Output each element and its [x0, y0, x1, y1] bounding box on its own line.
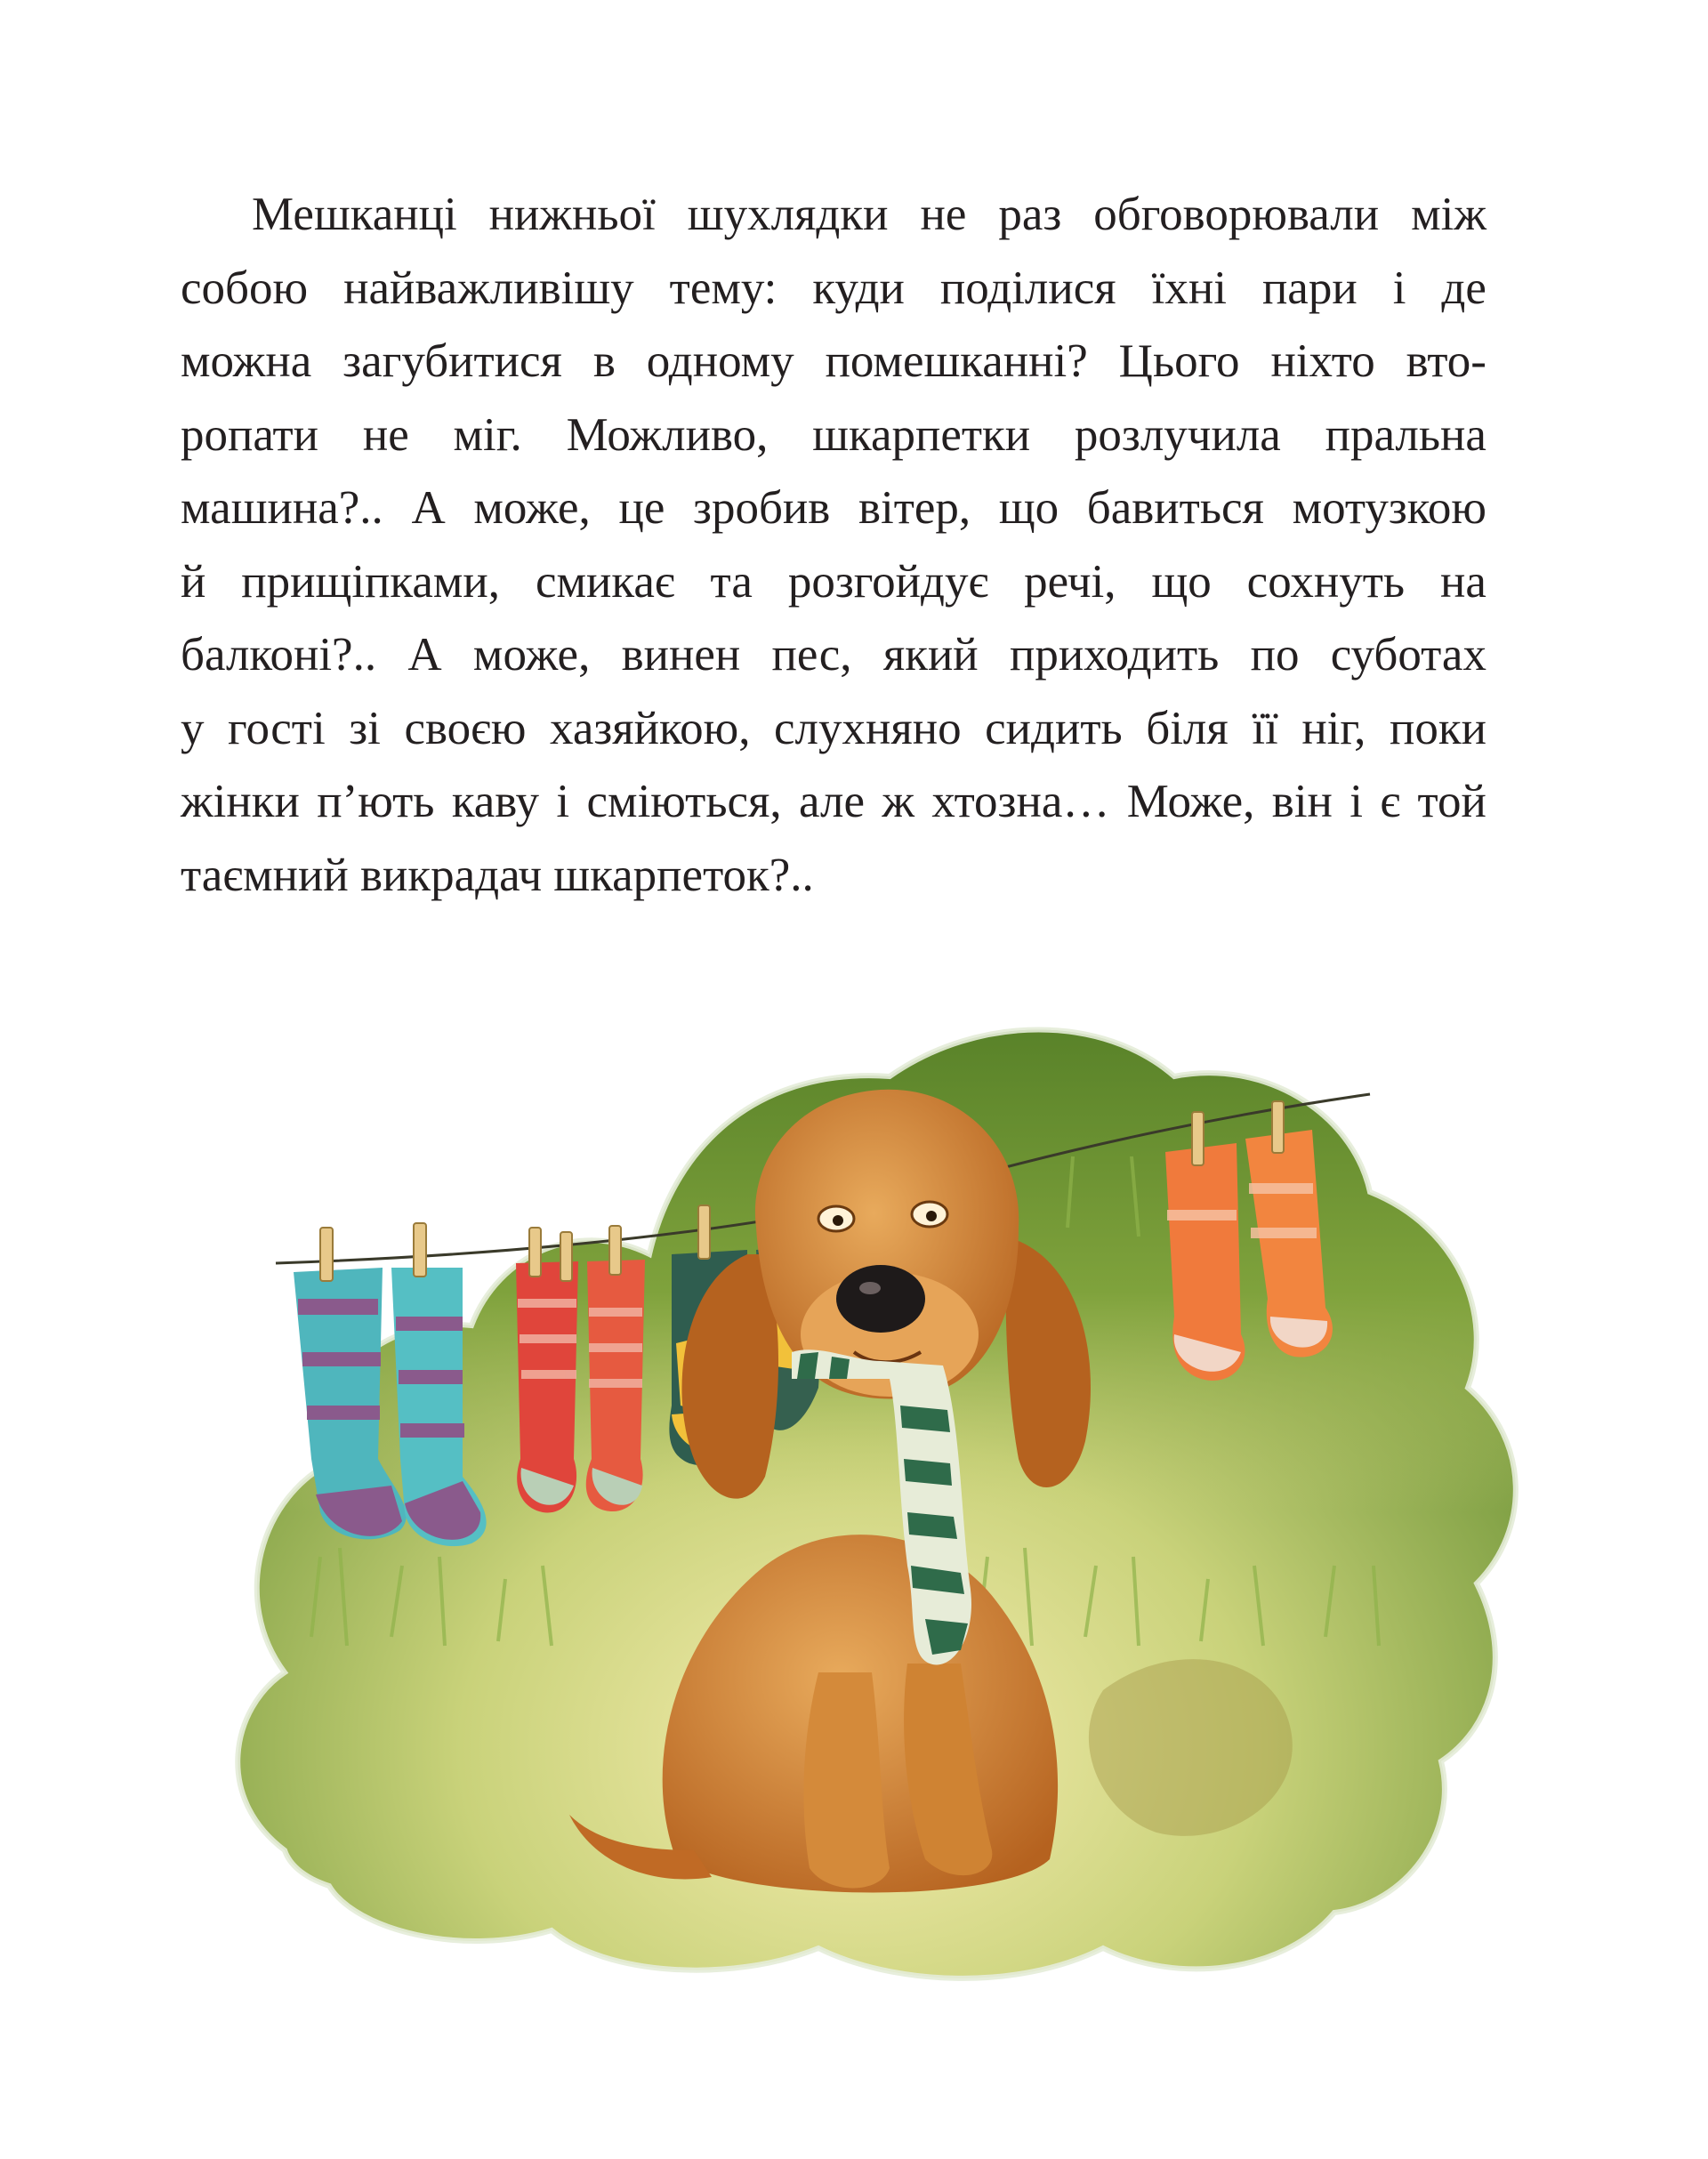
word: А: [411, 482, 446, 534]
word: і: [1349, 776, 1364, 827]
word: винен: [621, 629, 741, 681]
word: сміються,: [586, 776, 782, 827]
word: мотузкою: [1292, 482, 1486, 534]
word: можна: [181, 335, 312, 387]
word: між: [1411, 189, 1486, 240]
word: слухняно: [774, 702, 962, 754]
word: приходить: [1009, 629, 1220, 681]
word: поки: [1389, 702, 1486, 754]
word: шкарпетки: [812, 408, 1031, 461]
word: він: [1271, 776, 1333, 827]
word: що: [1151, 555, 1212, 608]
word: своєю: [404, 702, 527, 754]
word: що: [998, 482, 1059, 534]
word: жінки: [181, 776, 300, 827]
word: пес,: [771, 629, 852, 681]
word: де: [1441, 262, 1486, 314]
word: смикає: [535, 555, 675, 608]
word: на: [1440, 555, 1486, 608]
word: ніхто: [1270, 335, 1375, 387]
word: біля: [1146, 702, 1229, 754]
word: вто-: [1406, 335, 1486, 387]
text-line-2: [181, 252, 1486, 326]
word: каву: [451, 776, 540, 827]
word: зі: [349, 702, 381, 754]
dog-with-socks-on-clothesline-illustration: [178, 961, 1539, 2010]
word: найважливішу: [343, 262, 634, 314]
word: який: [882, 629, 979, 681]
word: гості: [228, 702, 326, 754]
word: розгойдує: [787, 555, 989, 608]
text-line-1: [181, 178, 1486, 252]
word: помешканні?: [825, 335, 1088, 387]
word: її: [1252, 702, 1278, 754]
word: нижньої: [488, 189, 656, 240]
word: ж: [882, 776, 915, 827]
text-line-6: [181, 545, 1486, 619]
word: поділися: [939, 262, 1116, 314]
word: шухлядки: [687, 189, 889, 240]
word: у: [181, 702, 205, 754]
text-line-5: [181, 471, 1486, 545]
word: машина?..: [181, 482, 383, 534]
text-line-3: [181, 325, 1486, 399]
word: не: [920, 189, 967, 240]
word: і: [556, 776, 570, 827]
word: балконі?..: [181, 629, 377, 681]
word: п’ють: [317, 776, 435, 827]
word: раз: [998, 189, 1062, 240]
word: ніг,: [1301, 702, 1366, 754]
word: в: [592, 335, 616, 387]
word: Може,: [1126, 776, 1255, 827]
word: прищіпками,: [241, 555, 501, 608]
word: пральна: [1325, 408, 1486, 461]
word: по: [1250, 629, 1300, 681]
word: їхні: [1151, 262, 1227, 314]
word: бавиться: [1086, 482, 1264, 534]
word: зробив: [693, 482, 831, 534]
word: речі,: [1024, 555, 1116, 608]
word: пари: [1261, 262, 1358, 314]
word: міг.: [453, 408, 522, 461]
word: куди: [812, 262, 905, 314]
word: А: [407, 629, 442, 681]
word: може,: [472, 629, 591, 681]
word: Мешканці: [252, 189, 457, 240]
word: не: [362, 408, 409, 461]
word: Можливо,: [566, 408, 769, 461]
word: той: [1417, 776, 1486, 827]
word: це: [618, 482, 665, 534]
word: суботах: [1330, 629, 1486, 681]
word: Цього: [1118, 335, 1240, 387]
word: вітер,: [858, 482, 971, 534]
word: одному: [646, 335, 794, 387]
text-line-7: [181, 618, 1486, 692]
text-line-10: [181, 839, 1486, 913]
word: але: [799, 776, 866, 827]
word: хтозна…: [931, 776, 1110, 827]
word: та: [710, 555, 753, 608]
word: хазяйкою,: [550, 702, 751, 754]
story-paragraph: [181, 178, 1486, 912]
word: сидить: [985, 702, 1123, 754]
word: таємний викрадач шкарпеток?..: [181, 849, 814, 901]
word: і: [1392, 262, 1406, 314]
word: й: [181, 555, 206, 608]
word: ропати: [181, 408, 319, 461]
text-line-8: [181, 692, 1486, 766]
word: сохнуть: [1246, 555, 1406, 608]
word: обговорювали: [1093, 189, 1380, 240]
word: тему:: [669, 262, 777, 314]
word: є: [1380, 776, 1401, 827]
word: собою: [181, 262, 309, 314]
word: розлучила: [1074, 408, 1281, 461]
text-line-9: [181, 765, 1486, 839]
word: може,: [473, 482, 591, 534]
text-line-4: [181, 399, 1486, 472]
word: загубитися: [342, 335, 562, 387]
